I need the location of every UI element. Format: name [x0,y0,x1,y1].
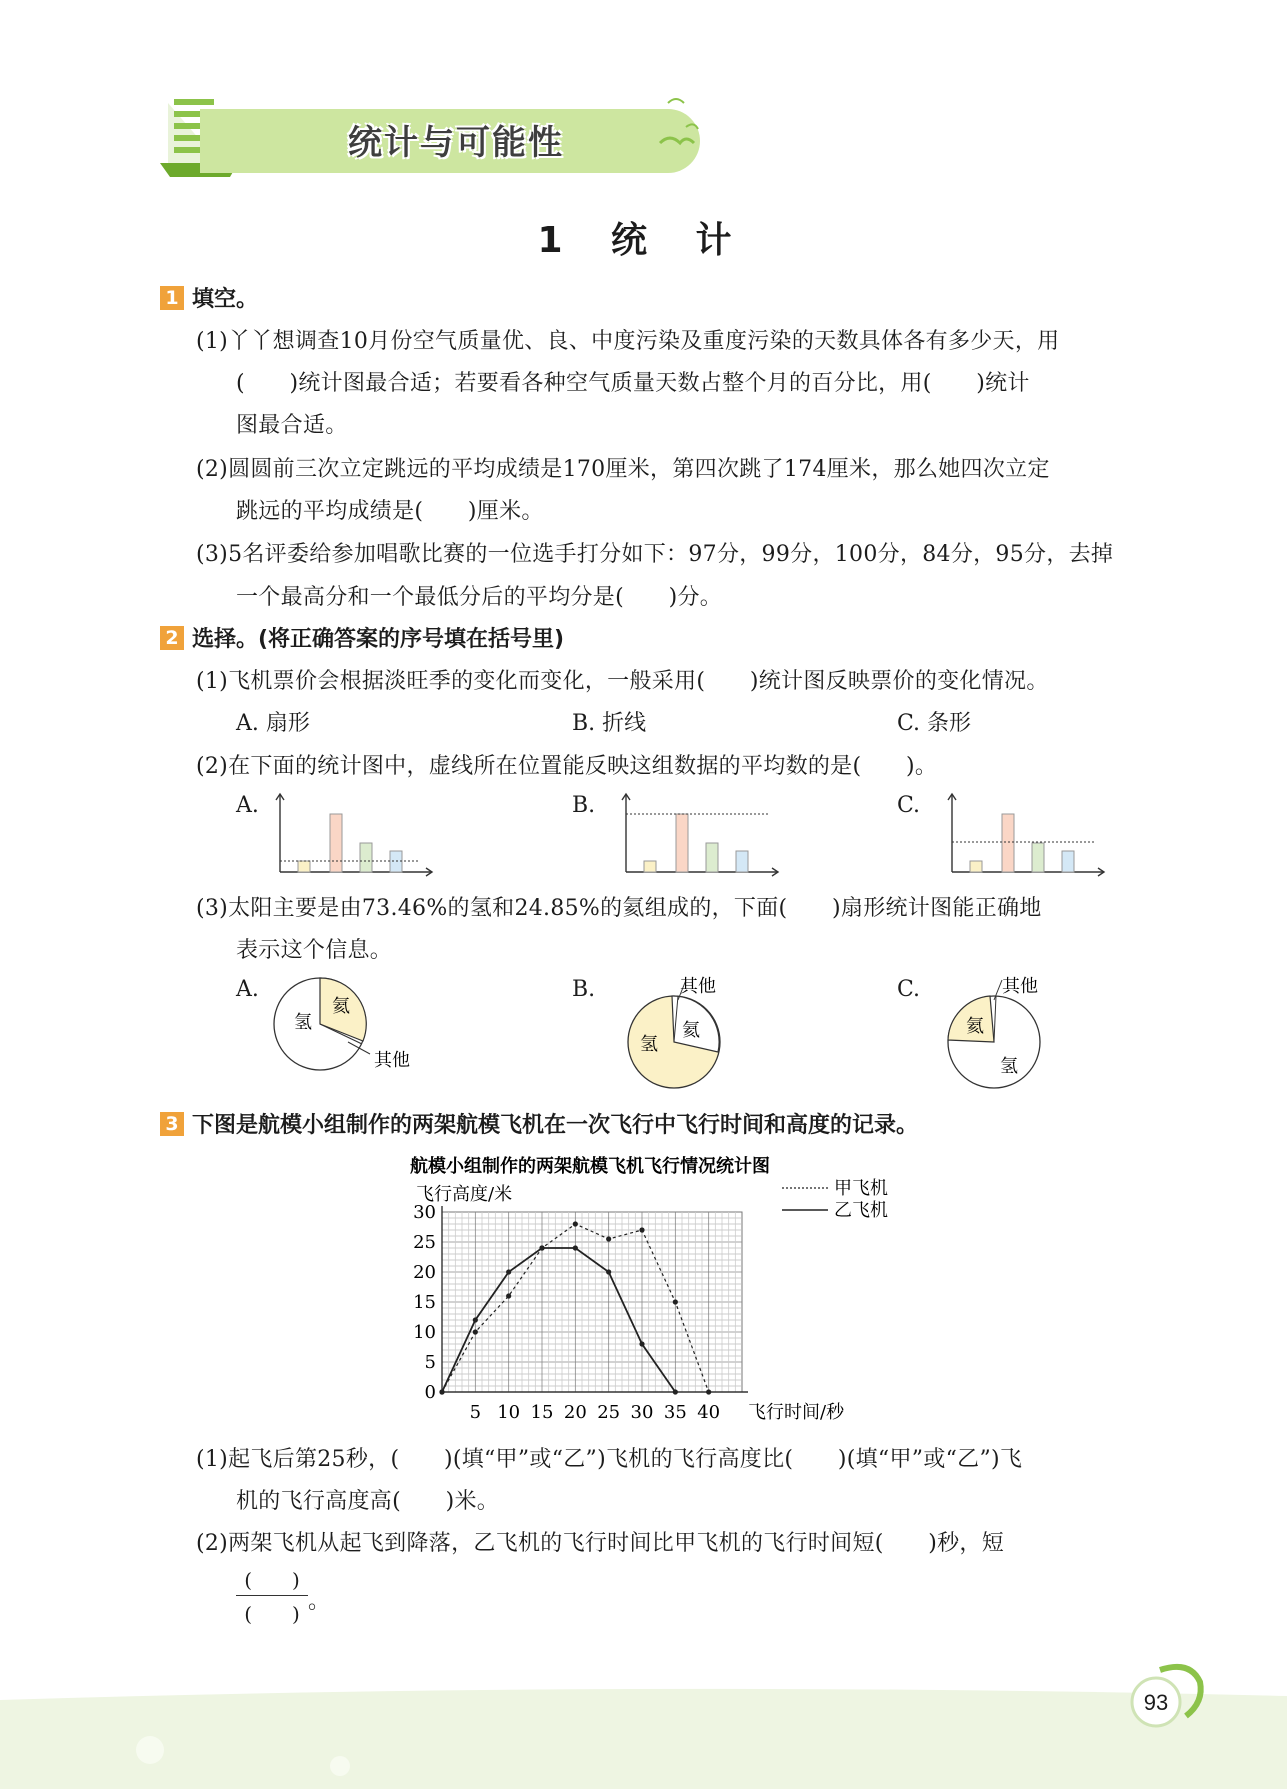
chart-title: 航模小组制作的两架航模飞机飞行情况统计图 [410,1156,770,1177]
y-tick-label: 5 [424,1352,436,1373]
q1-title: 填空。 [192,287,259,312]
bar-c3 [1032,843,1044,872]
q2-p2-label-b: B. [572,793,596,818]
q2-p2-label-c: C. [897,793,921,818]
bar-b4 [736,851,748,872]
pie-chart-b [616,970,786,1090]
bar-b1 [644,861,656,872]
q1-heading [160,282,258,313]
x-tick-label: 15 [530,1402,554,1423]
q3-fraction [236,1564,308,1627]
x-tick-label: 40 [697,1402,721,1423]
data-point [506,1269,511,1274]
data-point [639,1341,644,1346]
data-point [639,1227,644,1232]
pie-b-h-label: 氢 [640,1034,658,1055]
flight-line-chart [400,1148,940,1428]
fraction-numerator: ( ) [244,1568,300,1592]
y-tick-label: 25 [413,1232,436,1253]
q2-p1-option-a: A. 扇形 [236,711,310,736]
q3-title: 下图是航模小组制作的两架航模飞机在一次飞行中飞行时间和高度的记录。 [192,1113,919,1138]
pie-c-other-label: 其他 [1002,976,1038,997]
q1-p2-line1: (2)圆圆前三次立定跳远的平均成绩是170厘米，第四次跳了174厘米，那么她四次立定 [196,457,1050,482]
bar-b2 [676,814,688,872]
q1-p3-line1: (3)5名评委给参加唱歌比赛的一位选手打分如下：97分，99分，100分，84分，95分，去掉 [196,542,1114,567]
pie-chart-c [940,970,1090,1090]
q2-p3-line2: 表示这个信息。 [236,938,393,963]
pie-c-h-label: 氢 [1000,1056,1018,1077]
section-banner [160,103,700,179]
q2-p3-line1: (3)太阳主要是由73.46%的氢和24.85%的氦组成的，下面( )扇形统计图能正确地 [196,896,1042,921]
pie-b-other-label: 其他 [680,976,716,997]
data-point [539,1245,544,1250]
q2-title: 选择。(将正确答案的序号填在括号里) [192,627,565,652]
pie-a-other-label: 其他 [374,1050,410,1071]
q2-p2: (2)在下面的统计图中，虚线所在位置能反映这组数据的平均数的是( )。 [196,754,938,779]
q1-number: 1 [160,286,184,310]
banner-title: 统计与可能性 [348,123,564,163]
q2-p1-option-c: C. 条形 [897,711,972,736]
bar-c2 [1002,814,1014,872]
pie-a-h-label: 氢 [294,1012,312,1033]
x-tick-label: 35 [663,1402,687,1423]
q1-p1-line3: 图最合适。 [236,413,348,438]
q2-p3-label-a: A. [236,977,259,1002]
y-tick-label: 10 [413,1322,436,1343]
bar-a1 [298,861,310,872]
q2-p1: (1)飞机票价会根据淡旺季的变化而变化，一般采用( )统计图反映票价的变化情况。 [196,669,1049,694]
data-point [606,1269,611,1274]
bar-c1 [970,861,982,872]
data-point [506,1293,511,1298]
pie-chart-a [266,970,436,1080]
x-tick-label: 10 [497,1402,521,1423]
q3-p2-line1: (2)两架飞机从起飞到降落，乙飞机的飞行时间比甲飞机的飞行时间短( )秒，短 [196,1531,1005,1556]
mini-bar-chart-a [270,790,440,880]
y-axis-label: 飞行高度/米 [416,1184,513,1205]
cloud-decoration-icon [650,83,710,163]
bar-c4 [1062,851,1074,872]
data-point [473,1317,478,1322]
q2-heading [160,622,564,653]
x-tick-label: 30 [630,1402,654,1423]
q2-number: 2 [160,626,184,650]
pie-a-he-label: 氦 [332,996,350,1017]
bar-b3 [706,843,718,872]
bar-a2 [330,814,342,872]
footer-background [0,1680,1287,1789]
data-point [606,1236,611,1241]
q3-fraction-tail: 。 [308,1589,331,1614]
fraction-denominator: ( ) [244,1602,300,1626]
y-tick-label: 30 [413,1202,436,1223]
q1-p1-line1: (1)丫丫想调查10月份空气质量优、良、中度污染及重度污染的天数具体各有多少天，用 [196,329,1060,354]
q3-p1-line1: (1)起飞后第25秒，( )(填“甲”或“乙”)飞机的飞行高度比( )(填“甲”或“乙”)飞 [196,1447,1023,1472]
pie-c-he-label: 氦 [966,1016,984,1037]
pie-b-he-label: 氦 [682,1020,700,1041]
x-tick-label: 20 [563,1402,587,1423]
data-point [673,1389,678,1394]
mini-bar-chart-c [942,790,1112,880]
data-point [573,1221,578,1226]
bar-a3 [360,843,372,872]
y-tick-label: 20 [413,1262,436,1283]
y-tick-label: 0 [424,1382,436,1403]
x-tick-label: 25 [597,1402,621,1423]
q1-p3-line2: 一个最高分和一个最低分后的平均分是( )分。 [236,585,723,610]
data-point [706,1389,711,1394]
data-point [673,1299,678,1304]
data-point [439,1389,444,1394]
y-tick-label: 15 [413,1292,436,1313]
chapter-title: 1 统 计 [537,220,750,261]
data-point [473,1329,478,1334]
q1-p2-line2: 跳远的平均成绩是( )厘米。 [236,499,544,524]
q3-p1-line2: 机的飞行高度高( )米。 [236,1489,500,1514]
page-number: 93 [1143,1690,1169,1715]
q3-number: 3 [160,1112,184,1136]
q2-p3-label-b: B. [572,977,596,1002]
x-tick-label: 5 [469,1402,482,1423]
q3-heading [160,1108,918,1139]
q2-p1-option-b: B. 折线 [572,711,647,736]
legend-label: 乙飞机 [834,1200,888,1221]
q2-p3-label-c: C. [897,977,921,1002]
data-point [573,1245,578,1250]
legend-label: 甲飞机 [834,1178,888,1199]
q1-p1-line2: ( )统计图最合适；若要看各种空气质量天数占整个月的百分比，用( )统计 [236,371,1030,396]
q2-p2-label-a: A. [236,793,259,818]
x-axis-label: 飞行时间/秒 [748,1402,845,1423]
mini-bar-chart-b [616,790,786,880]
